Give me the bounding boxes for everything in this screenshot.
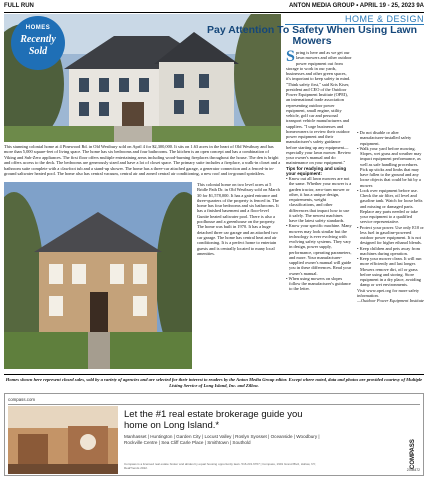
page-header bbox=[4, 3, 424, 12]
badge-line3: Sold bbox=[28, 46, 48, 57]
ad-title: Let the #1 real estate brokerage guide you home on Long Island.* bbox=[124, 409, 303, 431]
article-credit: —Outdoor Power Equipment Institute bbox=[357, 298, 424, 303]
ad-url: compass.com bbox=[8, 397, 36, 402]
list-item: • Walk your yard before mowing. Slopes, wet grass and weather may impact equipment performance, as well as safe handling procedures. Pick up sticks and limbs that may have fallen to the ground and any loose objects that could be hit by a mower. bbox=[357, 145, 422, 188]
article-headline: Pay Attention To Safety When Using Lawn Mowers bbox=[206, 24, 417, 47]
homes-recently-sold-badge bbox=[11, 16, 65, 70]
house-photo-bridle-path bbox=[4, 182, 192, 369]
compass-advertisement bbox=[4, 393, 424, 476]
badge-line2: Recently bbox=[20, 34, 56, 45]
list-item: • Know out all lawn mowers are not the same. Whether your mower is a garden tractor, zero-turn mower or other, it has a unique design, requirements, weight classifications, and other differences that impact how to use it safely. The newest machines have the latest safety standards. bbox=[286, 176, 352, 223]
closing-line: Visit www.opei.org for more safety information. bbox=[357, 287, 420, 298]
caption-pinewood: This stunning colonial home at 4 Pinewood Rd. in Old Westbury sold on April 4 for $2,300,000. It sits on 1.63 acres in the heart of Old Westbury and has more than 5,000 square-feet of living space. The home has six bedrooms and four bathrooms. The kitchen is an open concept and has a combination of Viking and Sub-Zero appliances. The first floor offers multiple entertaining areas including wood-burning fireplaces throughout the house. The den is bright and offers access to the deck. The bedrooms are generously sized and have a lot of closet space. The primary suite includes a fireplace, a walk-in closet and a bathroom suite complete with a clawfoot tub and a stand-up shower. The home has a three-car attached garage, a generator connection and a fenced-in in-ground saltwater heated pool. The home also has central vacuum, central air and zoned central air conditioning, a new roof and in-ground sprinklers. bbox=[4, 144, 281, 177]
list-item: • Look over equipment before use. Check the air filter, oil level and gasoline tank. Watch for loose belts and missing or damaged parts. Replace any parts needed or take your equipment to a qualified service representative. bbox=[357, 187, 423, 225]
list-item: • Protect your power. Use only E10 or less fuel in gasoline-powered outdoor power equipment. It is not designed for higher ethanol blends. bbox=[357, 224, 424, 246]
ad-towns: Manhasset | Huntington | Garden City | Locust Valley | Roslyn Syosset | Oceanside | Woodbury | Rockville Centre | Sea Cliff Carle Place | Smithtown | Southold bbox=[124, 434, 320, 445]
dropcap: S bbox=[286, 48, 295, 65]
disclaimer: Homes shown here represent closed sales, sold by a variety of agencies and are selected for their interest to readers by the Anton Media Group editor. Except where noted, data and photos are provided courtesy of Multiple Listing Service of Long Island, Inc. and Zillow. bbox=[5, 377, 423, 388]
section-title: HOME & DESIGN bbox=[344, 14, 424, 24]
badge-line1: HOMES bbox=[25, 25, 51, 31]
compass-logo bbox=[407, 432, 417, 470]
article-intro: pring is here and as we get our lawn mowers and other outdoor power equipment out from storage to work in our yards, businesses and other green spaces, it's important to keep safety in mind. "Think safety first," said Kris Kiser, president and CEO of the Outdoor Power Equipment Institute (OPEI), an international trade association representing outdoor power equipment, small engine, utility vehicle, golf car and personal transport vehicle manufacturers and suppliers. "I urge businesses and homeowners to review their outdoor power equipment and their manufacturer's safety guidance before starting up any equipment—especially your lawn mower. Review your owner's manual and do maintenance on your equipment." bbox=[286, 50, 352, 166]
publisher-line: ANTON MEDIA GROUP • APRIL 19 - 25, 2023 9A bbox=[288, 3, 424, 9]
compass-brand: COMPASS bbox=[410, 439, 416, 469]
article-column-1 bbox=[286, 50, 352, 292]
article-column-2 bbox=[357, 130, 424, 303]
tips-heading: Tips for readying and using your equipment: bbox=[286, 165, 347, 176]
section-label: FULL RUN bbox=[4, 3, 34, 9]
list-item: • Know your specific machine. Many mowers may look similar but the technology is ever evolving with evolving safety systems. They vary in design, power supply, performance, operating parameters, and more. Your manufacturer-supplied owner's manual will guide you in these differences. Read your owner's manual. bbox=[286, 223, 352, 276]
list-item: • Do not disable or alter manufacturer-installed safety equipment. bbox=[357, 130, 412, 146]
ad-code: 2398472 bbox=[406, 468, 420, 472]
caption-bridle-path: This colonial home on two level acres at 5 Bridle Path Dr. in Old Westbury sold on March 30 for $1,578,000. It has a gated entrance and three-quarters of the property is fenced in. The home has four bedrooms and six bathrooms. It has a finished basement and a floor-level Gunite heated saltwater pool. There is also a poolhouse and a greenhouse on the property. The home was built in 1970. It has a huge detached three car garage and an attached two car garage. The home has central heat and air conditioning. It is a perfect home to entertain guests and is centrally located to many local amenities. bbox=[197, 182, 280, 256]
list-item: • Keep children and pets away from machines during operation. bbox=[357, 245, 420, 256]
house-illustration-2 bbox=[4, 182, 192, 369]
header-rule bbox=[4, 12, 424, 13]
list-item: • Keep your mower clean. It will run more efficiently and last longer. Mowers remove dirt, oil or grass before using and storing. Store equipment in a dry place, avoiding damp or wet environments. bbox=[357, 256, 422, 288]
ad-fine-print: Compass is a licensed real estate broker and abides by equal housing opportunity laws. 516.231.6767 | Compass, 1901 Grand Blvd, Hollow, NY, RealTrends 2022. bbox=[124, 462, 316, 470]
divider bbox=[4, 374, 424, 375]
ad-rule bbox=[8, 404, 420, 405]
ad-photo-illustration bbox=[8, 406, 118, 474]
ad-photo bbox=[8, 406, 118, 474]
list-item: • When using mowers on slopes follow the manufacturer's guidance to the letter. bbox=[286, 275, 351, 292]
